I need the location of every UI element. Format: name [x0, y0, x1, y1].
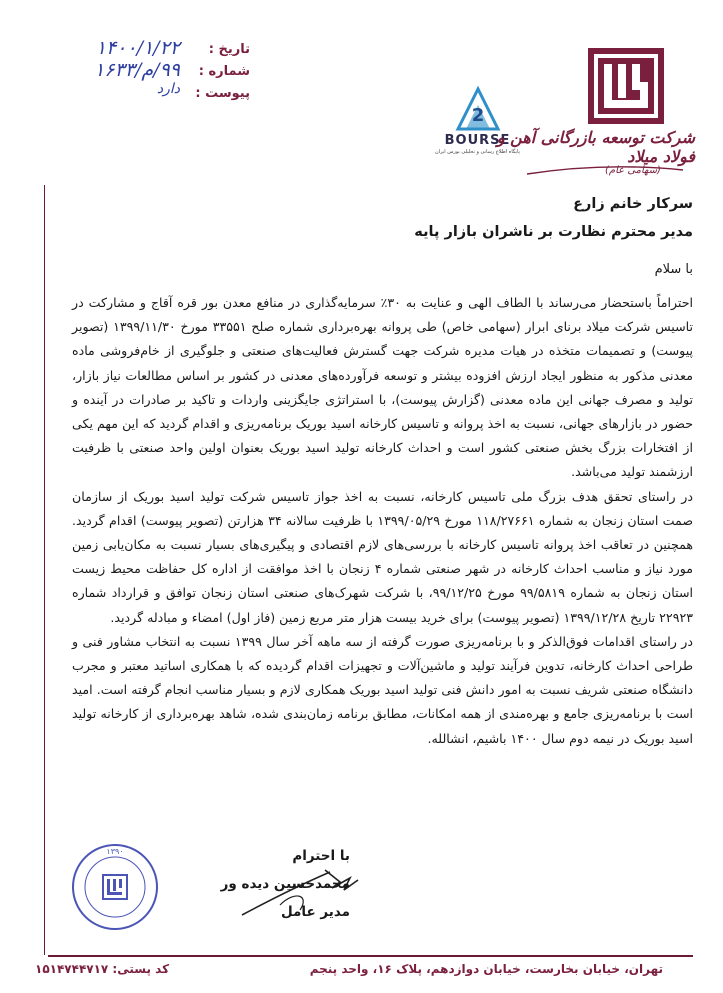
bourse-name: BOURSE	[444, 133, 511, 148]
footer-postal-code: کد پستی: ۱۵۱۴۷۴۴۷۱۷	[35, 962, 170, 976]
number-row	[50, 59, 250, 84]
addressee-title: مدیر محترم نظارت بر ناشران بازار پایه	[414, 224, 693, 240]
company-name: شرکت توسعه بازرگانی آهن و فولاد میلاد	[496, 128, 695, 166]
attachment-label: پیوست :	[195, 86, 250, 101]
paragraph: احتراماً باستحضار می‌رساند با الطاف الهی و عنایت به ۳۰٪ سرمایه‌گذاری در منافع معدن بور قره آقاج و مشارکت در تاسیس شرکت میلاد برنای ابرار (سهامی خاص) طی پروانه بهره‌برداری شماره صلح ۳۳۵۵۱ مورخ ۱۳۹۹/۱۱/۳۰ (تصویر پیوست) و تصمیمات متخذه در هیات مدیره شرکت جهت گسترش فعالیت‌های صنعتی و جلوگیری از خام‌فروشی ماده معدنی مذکور به منظور ایجاد ارزش افزوده بیشتر و توسعه فرآورده‌های معدنی در کشور بر اساس مطالعات نیاز بازار، تولید و مصرف جهانی این ماده معدنی (گزارش پیوست)، با استراتژی جایگزینی واردات و تاکید بر صادرات در آینده و حضور در بازارهای جهانی، نسبت به اخذ پروانه و تاسیس کارخانه اسید بوریک برنامه‌ریزی و اقدام گردید که این مهم یکی از افتخارات بزرگ بخش صنعتی کشور است و احداث کارخانه تولید اسید بوریک بعنوان اولین واحد صنعتی با ظرفیت ارزشمند تولید می‌باشد.	[72, 295, 693, 480]
svg-text:2: 2	[471, 105, 484, 126]
company-type: (سهامی عام)	[605, 165, 661, 176]
footer-rule	[48, 955, 693, 957]
addressee-name: سرکار خانم زارع	[573, 196, 693, 212]
bourse-subtitle: پایگاه اطلاع رسانی و تحلیلی بورس ایران	[435, 149, 520, 155]
signature-block	[200, 848, 350, 920]
signer-name: محمدحسین دیده ور	[220, 876, 350, 892]
letter-body	[72, 190, 693, 751]
seal-year: ۱۳۹۰	[106, 847, 124, 856]
signer-title: مدیر عامل	[280, 904, 350, 920]
number-label: شماره :	[198, 64, 250, 79]
letter-meta	[50, 37, 250, 106]
paragraph: در راستای تحقق هدف بزرگ ملی تاسیس کارخانه، نسبت به اخذ جواز تاسیس شرکت تولید اسید بوریک از سازمان صمت استان زنجان به شماره ۱۱۸/۲۷۶۶۱ مورخ ۱۳۹۹/۰۵/۲۹ با ظرفیت سالانه ۳۴ هزارتن (تصویر پیوست) اقدام گردید. همچنین در تعاقب اخذ پروانه تاسیس کارخانه با بررسی‌های لازم اقتصادی و پیگیری‌های بسیار نسبت به مکان‌یابی زمین مورد نیاز و مناسب احداث کارخانه در شهر صنعتی شماره ۴ زنجان با اخذ موافقت از اداره کل حفاظت محیط زیست استان زنجان به شماره ۹۹/۵۸۱۹ مورخ ۹۹/۱۲/۲۵، با شرکت شهرک‌های صنعتی استان زنجان توافق و قرارداد شماره ۲۲۹۲۳ تاریخ ۱۳۹۹/۱۲/۲۸ (تصویر پیوست) برای خرید بیست هزار متر مربع زمین (فاز اول) امضاء و مبادله گردید.	[72, 488, 694, 625]
attachment-value: دارد	[156, 81, 180, 97]
date-value: ۱۴۰۰/۱/۲۲	[95, 37, 180, 59]
paragraph: در راستای اقدامات فوق‌الذکر و با برنامه‌ریزی صورت گرفته از سه ماهه آخر سال ۱۳۹۹ نسبت به انتخاب مشاور فنی و طراحی احداث کارخانه، تدوین فرآیند تولید و ماشین‌آلات و تجهیزات اقدام گردیده که با همکاری اساتید معتبر و مجرب دانشگاه صنعتی شریف نسبت به امور دانش فنی تولید اسید بوریک همکاری لازم و بسیار مناسب انجام گرفته است. امید است با برنامه‌ریزی جامع و بهره‌مندی از همه امکانات، مطابق برنامه زمان‌بندی شده، شاهد بهره‌برداری از کارخانه تولید اسید بوریک در نیمه دوم سال ۱۴۰۰ باشیم، انشالله.	[72, 633, 693, 746]
date-label: تاریخ :	[208, 42, 250, 57]
attachment-row	[50, 81, 250, 106]
number-value: ۹۹/م/۱۶۳۳	[94, 59, 180, 81]
bourse-emblem-icon	[448, 85, 508, 131]
footer-address: تهران، خیابان بخارست، خیابان دوازدهم، پلاک ۱۶، واحد پنجم	[309, 962, 663, 976]
greeting: با سلام	[654, 262, 693, 277]
closing: با احترام	[292, 848, 350, 864]
company-logo-icon	[588, 48, 664, 124]
company-seal-icon	[70, 842, 160, 932]
left-margin-rule	[44, 185, 45, 955]
